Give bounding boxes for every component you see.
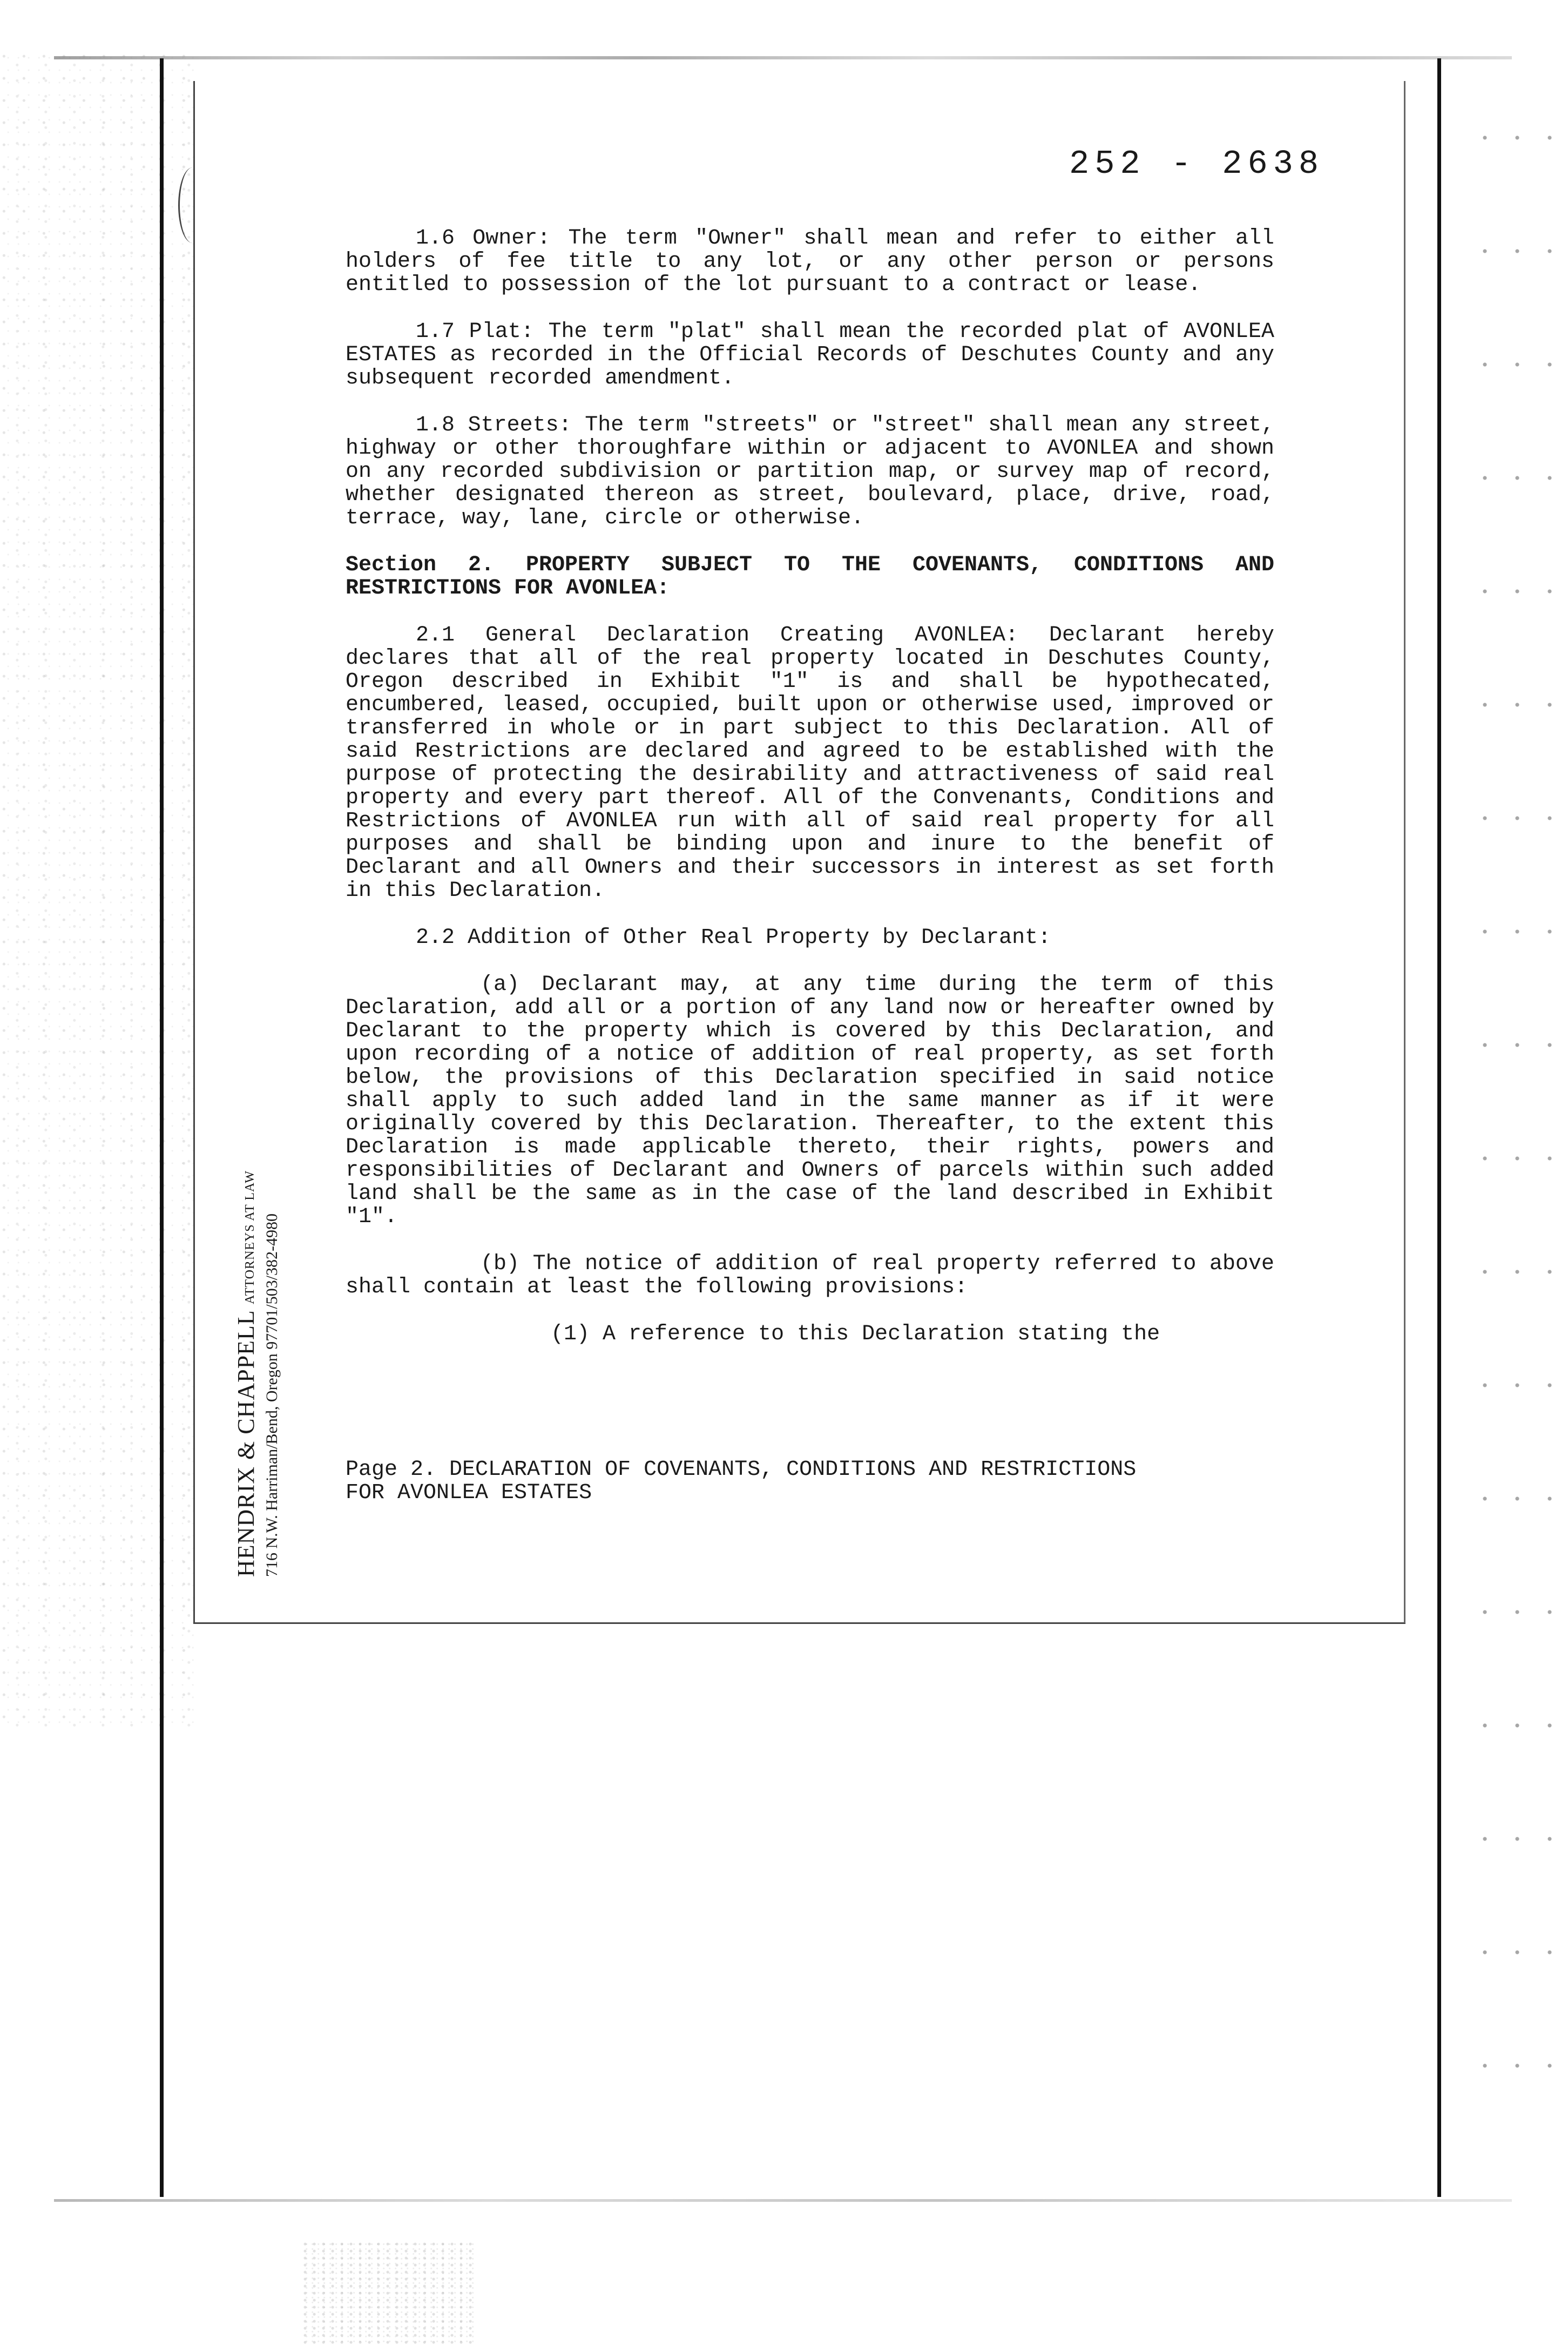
inner-sheet-bottom-edge <box>193 1622 1405 1624</box>
right-margin-rule <box>1437 58 1441 2197</box>
recording-page-number: 252 - 2638 <box>1069 145 1324 183</box>
paper-curl-mark <box>178 167 207 243</box>
firm-tagline: ATTORNEYS AT LAW <box>243 1170 257 1304</box>
footer-line-2: FOR AVONLEA ESTATES <box>346 1481 592 1505</box>
paragraph-2-1: 2.1 General Declaration Creating AVONLEA: Declarant hereby declares that all of the real property located in Deschutes County, Oregon described in Exhibit "1" is and shall be hypothecated, encumbered, leased, occupied, built upon or otherwise used, improved or transferred in whole or in part subject to this Declaration. All of said Restrictions are declared and agreed to be established with the purpose of protecting the desirability and attractiveness of said real property and every part thereof. All of the Convenants, Conditions and Restrictions of AVONLEA run with all of said real property for all purposes and shall be binding upon and inure to the benefit of Declarant and all Owners and their successors in interest as set forth in this Declaration. <box>346 623 1274 903</box>
inner-sheet-right-edge <box>1404 81 1405 1623</box>
page-footer <box>346 1458 1274 1505</box>
paragraph-1-8: 1.8 Streets: The term "streets" or "street" shall mean any street, highway or other thoroughfare within or adjacent to AVONLEA and shown on any recorded subdivision or partition map, or survey map of record, whether designated thereon as street, boulevard, place, drive, road, terrace, way, lane, circle or otherwise. <box>346 413 1274 530</box>
paragraph-2-2-b: (b) The notice of addition of real property referred to above shall contain at least the following provisions: <box>346 1252 1274 1299</box>
paragraph-2-2-a: (a) Declarant may, at any time during the term of this Declaration, add all or a portion of any land now or hereafter owned by Declarant to the property which is covered by this Declaration, and upon recording of a notice of addition of real property, as set forth below, the provisions of this Declaration specified in said notice shall apply to such added land in the same manner as if it were originally covered by this Declaration. Thereafter, to the extent this Declaration is made applicable thereto, their rights, powers and responsibilities of Declarant and Owners of parcels within such added land shall be the same as in the case of the land described in Exhibit "1". <box>346 973 1274 1229</box>
paragraph-1-6: 1.6 Owner: The term "Owner" shall mean and refer to either all holders of fee title to any lot, or any other person or persons entitled to possession of the lot pursuant to a contract or lease. <box>346 226 1274 297</box>
scan-noise-right <box>1469 81 1566 2160</box>
scan-noise-left <box>0 54 194 1728</box>
left-margin-rule <box>160 58 164 2197</box>
inner-sheet-left-edge <box>193 81 195 1623</box>
footer-line-1: Page 2. DECLARATION OF COVENANTS, CONDITIONS AND RESTRICTIONS <box>346 1458 1137 1482</box>
document-body <box>346 227 1274 1370</box>
firm-name: HENDRIX & CHAPPELL <box>233 1310 259 1577</box>
scan-top-edge <box>54 56 1512 59</box>
paragraph-1-7: 1.7 Plat: The term "plat" shall mean the recorded plat of AVONLEA ESTATES as recorded in the Official Records of Deschutes County and any subsequent recorded amendment. <box>346 320 1274 390</box>
paragraph-2-2-b-1: (1) A reference to this Declaration stating the <box>551 1322 1160 1346</box>
paragraph-2-2: 2.2 Addition of Other Real Property by Declarant: <box>416 926 1051 950</box>
section-2-heading: Section 2. PROPERTY SUBJECT TO THE COVENANTS, CONDITIONS AND RESTRICTIONS FOR AVONLEA: <box>346 553 1274 601</box>
firm-address: 716 N.W. Harriman/Bend, Oregon 97701/503/382-4980 <box>263 1214 281 1577</box>
law-firm-stamp <box>232 1170 281 1577</box>
firm-name-line <box>232 1170 260 1577</box>
scan-noise-bottom <box>302 2241 475 2344</box>
scan-bottom-edge <box>54 2199 1512 2202</box>
